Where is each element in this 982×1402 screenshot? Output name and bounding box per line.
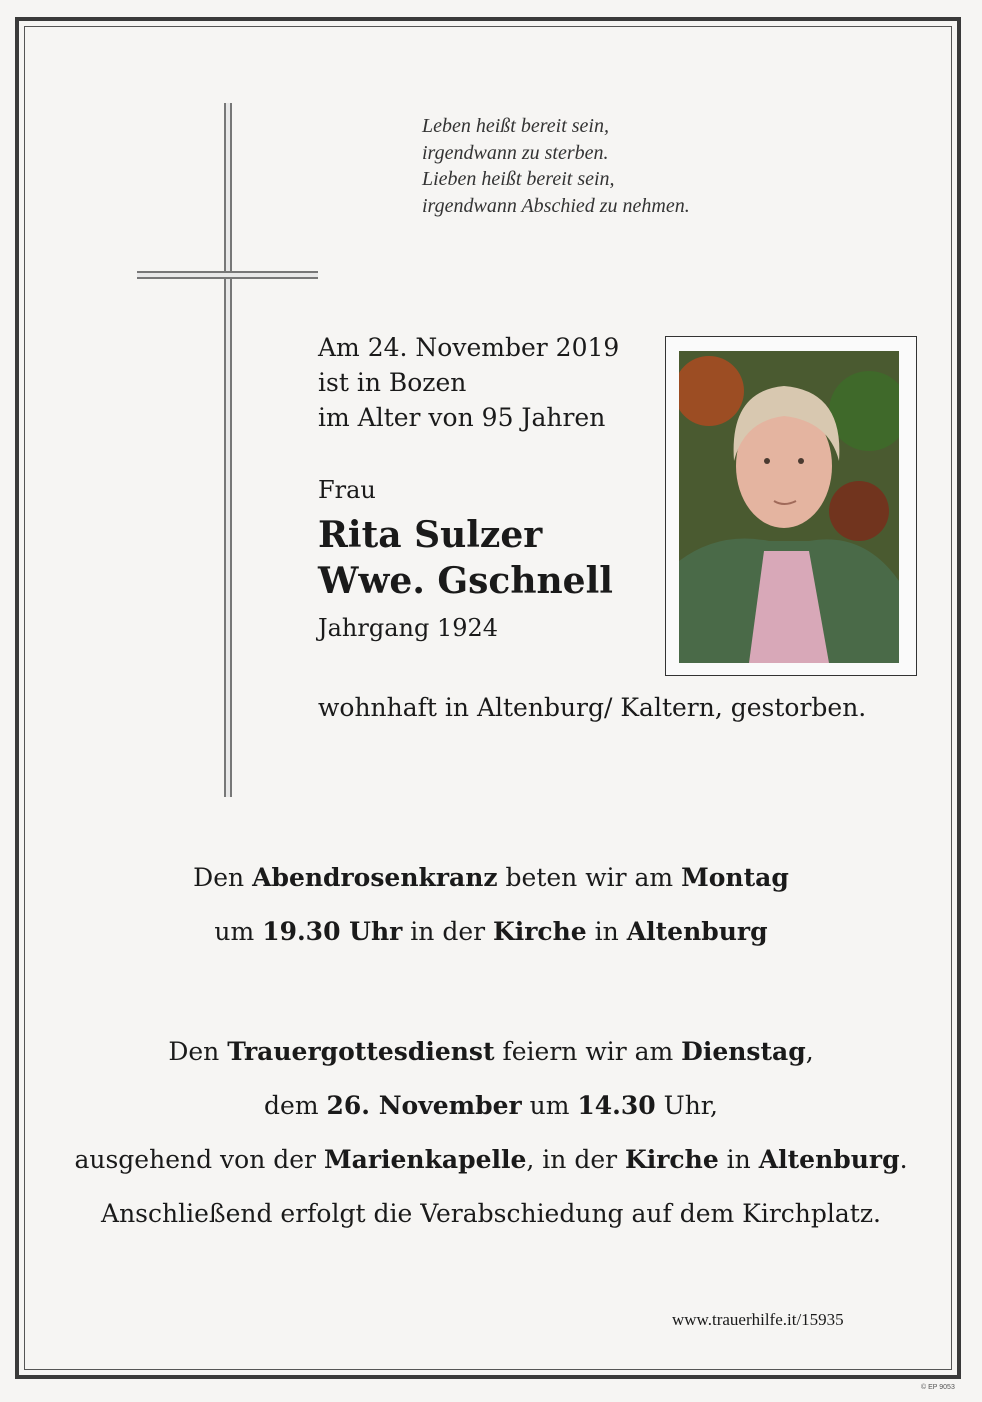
name-line: Rita Sulzer <box>318 514 543 556</box>
name-line: Wwe. Gschnell <box>318 560 613 602</box>
intro-line: im Alter von 95 Jahren <box>318 403 606 432</box>
rosary-line-1: Den Abendrosenkranz beten wir am Montag <box>193 863 789 892</box>
funeral-line-2: dem 26. November um 14.30 Uhr, <box>264 1091 718 1120</box>
funeral-line-1: Den Trauergottesdienst feiern wir am Dienstag, <box>168 1037 814 1066</box>
poem-line: Leben heißt bereit sein, <box>422 115 609 137</box>
death-notice-intro <box>318 330 619 435</box>
poem <box>422 113 690 219</box>
poem-line: irgendwann zu sterben. <box>422 141 609 164</box>
poem-line: Lieben heißt bereit sein, <box>422 168 615 190</box>
funeral-announcement <box>0 1025 982 1241</box>
cross-icon-bar <box>137 271 318 279</box>
print-code: © EP 9053 <box>921 1384 955 1391</box>
cross-icon <box>224 103 232 797</box>
funeral-line-3: ausgehend von der Marienkapelle, in der Kirche in Altenburg. <box>74 1145 908 1174</box>
intro-line: ist in Bozen <box>318 368 467 397</box>
salutation: Frau <box>318 476 376 504</box>
deceased-name <box>318 512 613 604</box>
portrait-photo <box>679 351 899 663</box>
website-link[interactable]: www.trauerhilfe.it/15935 <box>672 1310 844 1329</box>
intro-line: Am 24. November 2019 <box>318 333 620 362</box>
rosary-line-2: um 19.30 Uhr in der Kirche in Altenburg <box>214 917 768 946</box>
birth-year: Jahrgang 1924 <box>318 614 499 642</box>
poem-line: irgendwann Abschied zu nehmen. <box>422 194 690 217</box>
rosary-announcement <box>0 851 982 959</box>
funeral-line-4: Anschließend erfolgt die Verabschiedung auf dem Kirchplatz. <box>101 1199 881 1228</box>
residence: wohnhaft in Altenburg/ Kaltern, gestorben. <box>318 693 867 722</box>
